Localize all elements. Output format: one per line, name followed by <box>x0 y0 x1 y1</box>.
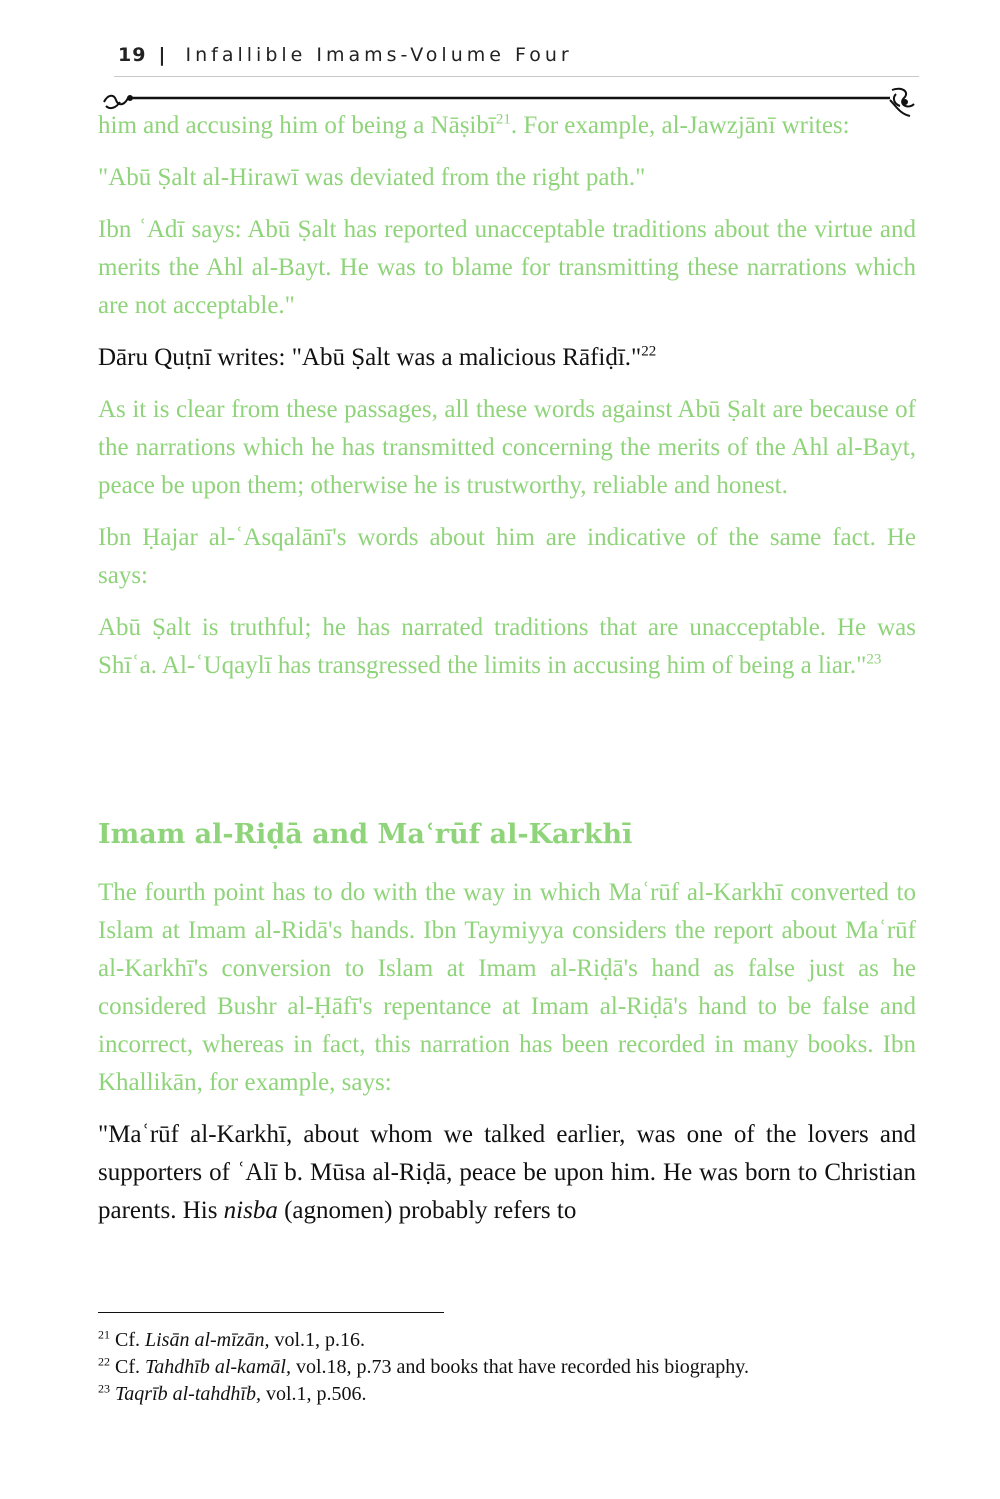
footnotes <box>98 1327 749 1408</box>
footnote-ref-23[interactable]: 23 <box>866 651 882 668</box>
footnote-ref-21[interactable]: 21 <box>495 111 511 128</box>
paragraph-5: As it is clear from these passages, all these words against Abū Ṣalt are because of the narrations which he has transmitted concerning the merits of the Ahl al-Bayt, peace be upon them; otherwise he is trustworthy, reliable and honest. <box>98 396 916 499</box>
section-paragraph-2: "Maʿrūf al-Karkhī, about whom we talked earlier, was one of the lovers and supporters of ʿAlī b. Mūsa al-Riḍā, peace be upon him. He was born to Christian parents. His nisba (agnomen) probably refers to <box>98 1121 916 1224</box>
page-number: 19 <box>118 44 147 66</box>
paragraph-7: Abū Ṣalt is truthful; he has narrated traditions that are unacceptable. He was Shīʿa. Al-ʿUqaylī has transgressed the limits in accusing him of being a liar."$^{23}$ <box>98 614 916 679</box>
footnote-rule <box>98 1312 444 1313</box>
footnote-21: $^{21}$ Cf. Lisān al-mīzān, vol.1, p.16. <box>98 1327 366 1351</box>
header-separator: | <box>158 44 170 66</box>
paragraph-6: Ibn Ḥajar al-ʿAsqalānī's words about him are indicative of the same fact. He says: <box>98 524 916 589</box>
running-header <box>118 44 573 66</box>
footnote-ref-22[interactable]: 22 <box>641 343 657 360</box>
paragraph-2: "Abū Ṣalt al-Hirawī was deviated from the right path." <box>98 164 646 191</box>
section-heading: Imam al-Riḍā and Maʿrūf al-Karkhī <box>98 819 633 850</box>
section-body <box>98 874 916 1244</box>
header-rule <box>114 76 919 77</box>
paragraph-4: Dāru Quṭnī writes: "Abū Ṣalt was a malicious Rāfiḍī."$^{22}$ <box>98 343 657 371</box>
body-text <box>98 107 916 699</box>
section-paragraph-1: The fourth point has to do with the way in which Maʿrūf al-Karkhī converted to Islam at Imam al-Ridā's hands. Ibn Taymiyya considers the report about Maʿrūf al-Karkhī's conversion to Islam at Imam al-Riḍā's hand as false just as he considered Bushr al-Ḥāfī's repentance at Imam al-Riḍā's hand to be false and incorrect, whereas in fact, this narration has been recorded in many books. Ibn Khallikān, for example, says: <box>98 879 916 1096</box>
book-title: Infallible Imams-Volume Four <box>185 44 573 66</box>
footnote-23: $^{23}$ Taqrīb al-tahdhīb, vol.1, p.506. <box>98 1381 367 1405</box>
footnote-22: $^{22}$ Cf. Tahdhīb al-kamāl, vol.18, p.73 and books that have recorded his biography. <box>98 1354 749 1378</box>
paragraph-1: him and accusing him of being a Nāṣibī$^{21}$. For example, al-Jawzjānī writes: <box>98 111 850 139</box>
paragraph-3: Ibn ʿAdī says: Abū Ṣalt has reported unacceptable traditions about the virtue and merits the Ahl al-Bayt. He was to blame for transmitting these narrations which are not acceptable." <box>98 216 916 319</box>
